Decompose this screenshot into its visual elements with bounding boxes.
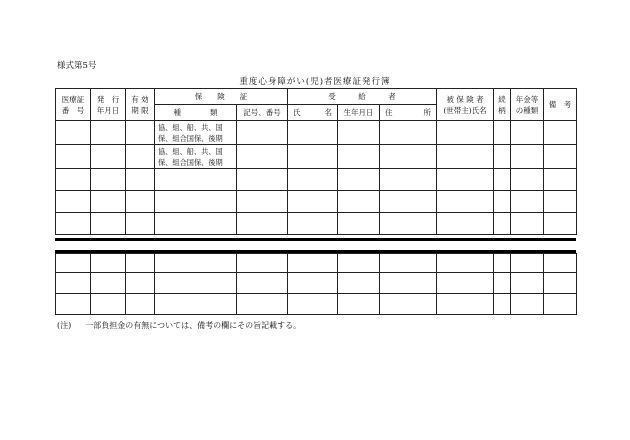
cell-birth-date[interactable] (338, 145, 380, 169)
cell-remarks[interactable] (544, 213, 577, 235)
footnote-tag: (注) (57, 321, 72, 330)
cell-name[interactable] (288, 254, 338, 273)
header-insurance-cert: 保 険 証 (155, 89, 288, 105)
cell-pension-type[interactable] (511, 191, 544, 213)
cell-address[interactable] (380, 191, 437, 213)
cell-relationship[interactable] (494, 294, 511, 315)
subheader-name: 氏 名 (288, 105, 338, 121)
cell-name[interactable] (288, 121, 338, 145)
cell-symbol-number[interactable] (237, 213, 288, 235)
cell-remarks[interactable] (544, 254, 577, 273)
cell-pension-type[interactable] (511, 121, 544, 145)
cell-name[interactable] (288, 169, 338, 191)
cell-pension-type[interactable] (511, 254, 544, 273)
cell-symbol-number[interactable] (237, 169, 288, 191)
cell-pension-type[interactable] (511, 169, 544, 191)
cell-issue-date[interactable] (91, 121, 126, 145)
cell-name[interactable] (288, 273, 338, 294)
header-cert-no: 医療証 番 号 (56, 89, 91, 121)
cell-relationship[interactable] (494, 191, 511, 213)
header-pension-type: 年金等 の種類 (511, 89, 544, 121)
cell-name[interactable] (288, 213, 338, 235)
header-remarks: 備 考 (544, 89, 577, 121)
cell-insured-name[interactable] (437, 273, 494, 294)
cell-cert-no[interactable] (56, 294, 91, 315)
cell-insurance-type[interactable] (155, 191, 237, 213)
cell-relationship[interactable] (494, 254, 511, 273)
cell-issue-date[interactable] (91, 294, 126, 315)
cell-birth-date[interactable] (338, 121, 380, 145)
cell-address[interactable] (380, 254, 437, 273)
cell-validity[interactable] (126, 213, 155, 235)
cell-address[interactable] (380, 169, 437, 191)
cell-remarks[interactable] (544, 294, 577, 315)
cell-insurance-type[interactable]: 協、組、船、共、国 保、組合国保、後期 (155, 145, 237, 169)
header-issue-date: 発 行 年月日 (91, 89, 126, 121)
section-break-line-top (55, 238, 576, 241)
cell-address[interactable] (380, 213, 437, 235)
cell-symbol-number[interactable] (237, 121, 288, 145)
cell-relationship[interactable] (494, 145, 511, 169)
cell-insured-name[interactable] (437, 294, 494, 315)
cell-cert-no[interactable] (56, 121, 91, 145)
cell-pension-type[interactable] (511, 273, 544, 294)
cell-name[interactable] (288, 191, 338, 213)
form-number: 様式第5号 (57, 61, 97, 71)
cell-insurance-type[interactable]: 協、組、船、共、国 保、組合国保、後期 (155, 121, 237, 145)
cell-remarks[interactable] (544, 121, 577, 145)
cell-relationship[interactable] (494, 213, 511, 235)
cell-insured-name[interactable] (437, 169, 494, 191)
cell-insured-name[interactable] (437, 121, 494, 145)
cell-birth-date[interactable] (338, 273, 380, 294)
footnote (57, 320, 301, 331)
cell-birth-date[interactable] (338, 294, 380, 315)
cell-insured-name[interactable] (437, 145, 494, 169)
cell-symbol-number[interactable] (237, 273, 288, 294)
cell-cert-no[interactable] (56, 191, 91, 213)
cell-birth-date[interactable] (338, 254, 380, 273)
cell-cert-no[interactable] (56, 145, 91, 169)
cell-pension-type[interactable] (511, 145, 544, 169)
cell-validity[interactable] (126, 145, 155, 169)
cell-pension-type[interactable] (511, 294, 544, 315)
cell-symbol-number[interactable] (237, 254, 288, 273)
cell-validity[interactable] (126, 294, 155, 315)
cell-address[interactable] (380, 145, 437, 169)
cell-relationship[interactable] (494, 121, 511, 145)
cell-validity[interactable] (126, 191, 155, 213)
header-recipient: 受 給 者 (288, 89, 437, 105)
subheader-symbol-number: 記号、番号 (237, 105, 288, 121)
cell-validity[interactable] (126, 273, 155, 294)
cell-insurance-type[interactable] (155, 254, 237, 273)
register-table-top (55, 88, 577, 235)
cell-remarks[interactable] (544, 169, 577, 191)
cell-symbol-number[interactable] (237, 294, 288, 315)
header-relationship: 続 柄 (494, 89, 511, 121)
cell-issue-date[interactable] (91, 254, 126, 273)
cell-insured-name[interactable] (437, 213, 494, 235)
cell-cert-no[interactable] (56, 213, 91, 235)
cell-validity[interactable] (126, 169, 155, 191)
table-row (56, 294, 577, 315)
cell-insured-name[interactable] (437, 254, 494, 273)
table-row (56, 213, 577, 235)
cell-issue-date[interactable] (91, 145, 126, 169)
cell-relationship[interactable] (494, 169, 511, 191)
cell-symbol-number[interactable] (237, 191, 288, 213)
cell-remarks[interactable] (544, 145, 577, 169)
cell-issue-date[interactable] (91, 273, 126, 294)
cell-birth-date[interactable] (338, 191, 380, 213)
register-table-bottom (55, 253, 577, 315)
cell-validity[interactable] (126, 254, 155, 273)
subheader-address: 住 所 (380, 105, 437, 121)
subheader-type: 種 類 (155, 105, 237, 121)
cell-insurance-type[interactable] (155, 273, 237, 294)
cell-cert-no[interactable] (56, 169, 91, 191)
cell-address[interactable] (380, 121, 437, 145)
cell-address[interactable] (380, 294, 437, 315)
cell-name[interactable] (288, 294, 338, 315)
cell-insurance-type[interactable] (155, 169, 237, 191)
cell-address[interactable] (380, 273, 437, 294)
footnote-text: 一部負担金の有無については、備考の欄にその旨記載する。 (85, 321, 302, 330)
table-row (56, 169, 577, 191)
table-row (56, 191, 577, 213)
cell-issue-date[interactable] (91, 191, 126, 213)
cell-name[interactable] (288, 145, 338, 169)
header-insured-name: 被 保 険 者 (世帯主)氏名 (437, 89, 494, 121)
cell-cert-no[interactable] (56, 254, 91, 273)
cell-issue-date[interactable] (91, 213, 126, 235)
cell-insurance-type[interactable] (155, 294, 237, 315)
cell-symbol-number[interactable] (237, 145, 288, 169)
cell-issue-date[interactable] (91, 169, 126, 191)
header-validity: 有 効 期 限 (126, 89, 155, 121)
cell-remarks[interactable] (544, 273, 577, 294)
table-row (56, 254, 577, 273)
cell-birth-date[interactable] (338, 169, 380, 191)
table-row (56, 145, 577, 169)
cell-birth-date[interactable] (338, 213, 380, 235)
cell-insured-name[interactable] (437, 191, 494, 213)
cell-insurance-type[interactable] (155, 213, 237, 235)
cell-validity[interactable] (126, 121, 155, 145)
table-row (56, 121, 577, 145)
cell-relationship[interactable] (494, 273, 511, 294)
cell-remarks[interactable] (544, 191, 577, 213)
cell-pension-type[interactable] (511, 213, 544, 235)
table-row (56, 273, 577, 294)
cell-cert-no[interactable] (56, 273, 91, 294)
page-title: 重度心身障がい(児)者医療証発行簿 (239, 77, 391, 87)
subheader-birth-date: 生年月日 (338, 105, 380, 121)
